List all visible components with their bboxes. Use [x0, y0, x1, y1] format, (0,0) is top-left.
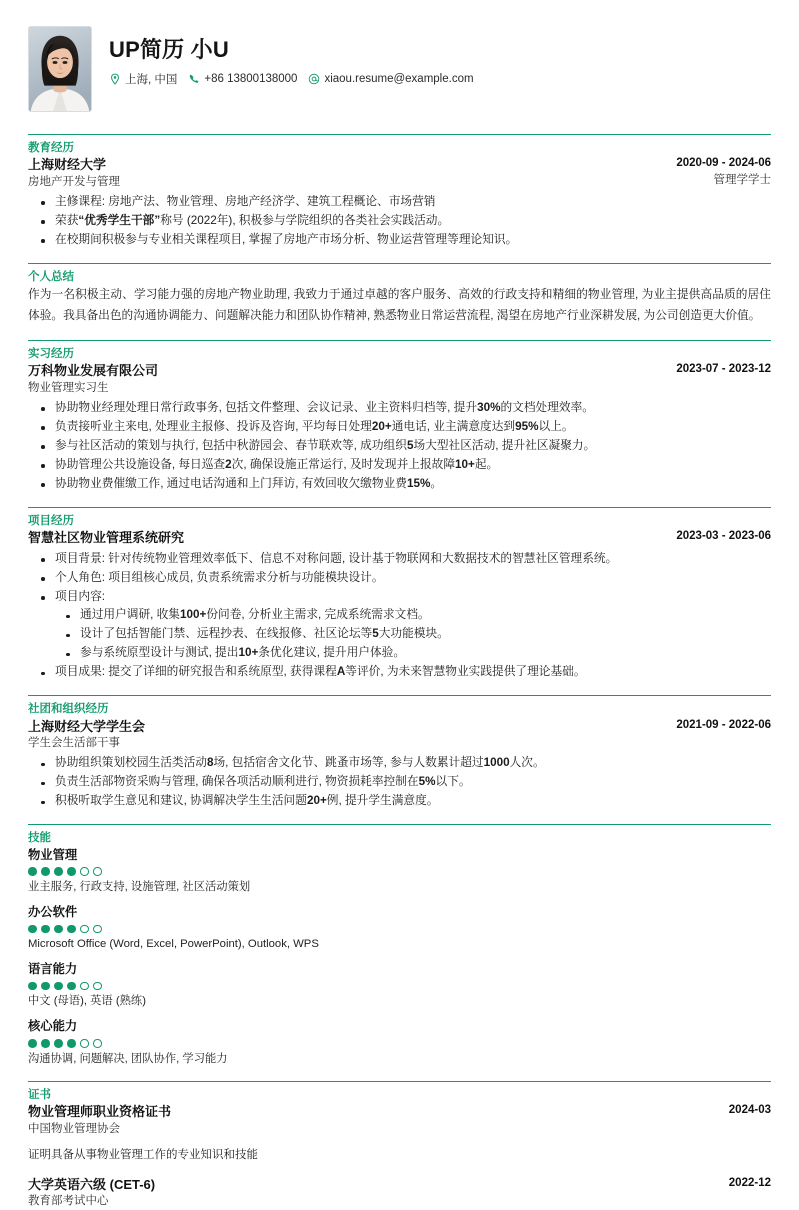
skill-dot-empty — [80, 867, 89, 876]
bullet-segment: 协助组织策划校园生活类活动 — [55, 756, 207, 770]
profile-photo — [28, 26, 92, 112]
contact-phone-text: +86 13800138000 — [204, 73, 298, 86]
bullet-item — [28, 193, 771, 212]
project-bullets — [28, 550, 771, 683]
education-degree: 管理学学士 — [713, 173, 771, 186]
skill-description: 中文 (母语), 英语 (熟练) — [28, 995, 146, 1008]
skill-dot-empty — [93, 1039, 102, 1048]
bullet-segment: 荣获 — [55, 213, 79, 227]
skill-dot-empty — [93, 867, 102, 876]
project-date: 2023-03 - 2023-06 — [676, 530, 771, 543]
bullet-highlight: 15% — [406, 476, 431, 490]
bullet-text — [55, 401, 594, 414]
bullet-item — [28, 399, 771, 418]
club-entry — [28, 718, 771, 812]
bullet-text: 项目内容: — [55, 589, 105, 603]
page-title: UP简历 小U — [109, 37, 229, 62]
bullet-item — [28, 663, 771, 682]
bullet-highlight: 5 — [406, 438, 414, 452]
certificate-name: 物业管理师职业资格证书 — [28, 1103, 172, 1119]
bullet-text — [80, 646, 405, 659]
section-title-summary: 个人总结 — [28, 270, 74, 283]
club-role: 学生会生活部干事 — [28, 737, 120, 750]
skill-dot-empty — [80, 982, 89, 991]
skill-item — [28, 847, 771, 896]
contact-location-text: 上海, 中国 — [125, 74, 178, 87]
bullet-segment: 以上。 — [538, 419, 574, 433]
bullet-segment: 场, 包括宿舍文化节、跳蚤市场等, 参与人数累计超过 — [213, 756, 484, 770]
skill-dot-filled — [28, 925, 37, 934]
section-education — [28, 134, 771, 250]
bullet-item — [28, 773, 771, 792]
bullet-segment: 设计了包括智能门禁、远程抄表、在线报修、社区论坛等 — [80, 627, 373, 641]
bullet-segment: 负责接听业主来电, 处理业主报修、投诉及咨询, 平均每日处理 — [55, 419, 372, 433]
contact-email — [308, 73, 473, 85]
certificate-date: 2024-03 — [728, 1103, 771, 1116]
bullet-highlight: 10+ — [455, 457, 475, 471]
bullet-segment: 的文档处理效率。 — [500, 400, 594, 414]
skill-dot-filled — [54, 982, 63, 991]
bullet-highlight: 1000 — [483, 756, 510, 770]
bullet-text — [80, 608, 430, 621]
bullet-highlight: 10+ — [238, 646, 259, 660]
bullet-item — [28, 475, 771, 494]
bullet-segment: 大功能模块。 — [378, 627, 449, 641]
education-bullets — [28, 193, 771, 250]
bullet-text — [55, 458, 498, 471]
bullet-text: 项目背景: 针对传统物业管理效率低下、信息不对称问题, 设计基于物联网和大数据技术的智慧社区管理系统。 — [55, 551, 618, 565]
education-date: 2020-09 - 2024-06 — [676, 157, 771, 170]
bullet-highlight: 20+ — [371, 419, 392, 433]
bullet-segment: 通电话, 业主满意度达到 — [391, 419, 516, 433]
skill-dot-filled — [28, 982, 37, 991]
certificate-item — [28, 1103, 771, 1164]
sub-bullet-item — [55, 606, 771, 625]
certificates-list — [28, 1103, 771, 1210]
bullet-segment: 条优化建议, 提升用户体验。 — [258, 646, 406, 660]
bullet-text — [55, 665, 586, 678]
internship-bullets — [28, 399, 771, 494]
identity-block — [109, 26, 481, 87]
skill-dot-filled — [54, 1039, 63, 1048]
section-summary — [28, 263, 771, 327]
skill-dot-filled — [67, 982, 76, 991]
bullet-text — [55, 794, 438, 807]
bullet-item — [28, 754, 771, 773]
skill-name: 物业管理 — [28, 847, 78, 862]
bullet-segment: 等评价, 为未来智慧物业实践提供了理论基础。 — [345, 665, 586, 679]
bullet-item — [28, 569, 771, 588]
bullet-segment: 以下。 — [435, 775, 471, 789]
bullet-segment: 积极听取学生意见和建议, 协调解决学生生活问题 — [55, 794, 307, 808]
section-internship — [28, 340, 771, 494]
bullet-segment: 负责生活部物资采购与管理, 确保各项活动顺利进行, 物资损耗率控制在 — [55, 775, 419, 789]
bullet-highlight: 95% — [515, 419, 539, 433]
bullet-item — [28, 792, 771, 811]
bullet-text — [80, 627, 449, 640]
bullet-segment: 称号 (2022年), 积极参与学院组织的各类社会实践活动。 — [160, 213, 450, 227]
contact-email-text: xiaou.resume@example.com — [324, 73, 474, 86]
bullet-item — [28, 212, 771, 231]
bullet-segment: 参与系统原型设计与测试, 提出 — [80, 646, 239, 660]
contact-location — [109, 71, 177, 87]
bullet-item — [28, 418, 771, 437]
internship-entry — [28, 362, 771, 493]
bullet-text: 个人角色: 项目组核心成员, 负责系统需求分析与功能模块设计。 — [55, 570, 384, 584]
skill-dot-empty — [93, 925, 102, 934]
email-at-icon — [308, 73, 320, 85]
bullet-highlight: 100+ — [180, 608, 207, 622]
certificate-issuer: 中国物业管理协会 — [28, 1122, 120, 1135]
skill-dot-empty — [80, 925, 89, 934]
bullet-text — [55, 756, 545, 769]
skill-dot-empty — [93, 982, 102, 991]
section-certificates — [28, 1081, 771, 1210]
section-project — [28, 507, 771, 683]
skill-item — [28, 1018, 771, 1067]
bullet-text — [55, 439, 595, 452]
bullet-highlight: 5 — [372, 627, 379, 641]
education-entry — [28, 156, 771, 250]
bullet-item — [28, 550, 771, 569]
club-date: 2021-09 - 2022-06 — [676, 718, 771, 731]
skill-dot-filled — [28, 1039, 37, 1048]
club-bullets — [28, 754, 771, 811]
bullet-highlight: 2 — [225, 457, 232, 471]
internship-date: 2023-07 - 2023-12 — [676, 363, 771, 376]
skill-dot-filled — [67, 867, 76, 876]
sub-bullet-item — [55, 625, 771, 644]
bullet-segment: 起。 — [474, 457, 499, 471]
section-title-skills: 技能 — [28, 832, 51, 845]
bullet-item — [28, 588, 771, 664]
skill-level-dots — [28, 925, 771, 934]
club-org: 上海财经大学学生会 — [28, 718, 146, 734]
bullet-segment: 场大型社区活动, 提升社区凝聚力。 — [413, 438, 596, 452]
bullet-highlight: 20+ — [306, 794, 327, 808]
skill-description: 沟通协调, 问题解决, 团队协作, 学习能力 — [28, 1052, 228, 1065]
contact-list — [109, 71, 481, 87]
location-pin-icon — [109, 73, 121, 85]
skill-level-dots — [28, 867, 771, 876]
skill-level-dots — [28, 1039, 771, 1048]
bullet-item — [28, 437, 771, 456]
certificate-item — [28, 1176, 771, 1210]
skill-dot-filled — [54, 925, 63, 934]
education-school: 上海财经大学 — [28, 157, 107, 173]
bullet-segment: 协助管理公共设施设备, 每日巡查 — [55, 457, 226, 471]
skill-name: 语言能力 — [28, 962, 78, 977]
project-entry — [28, 529, 771, 682]
skill-level-dots — [28, 982, 771, 991]
bullet-highlight: 5% — [418, 775, 436, 789]
bullet-text: 在校期间积极参与专业相关课程项目, 掌握了房地产市场分析、物业运营管理等理论知识。 — [55, 232, 518, 246]
sub-bullet-list — [55, 606, 771, 663]
skill-dot-empty — [80, 1039, 89, 1048]
skill-dot-filled — [41, 867, 50, 876]
skill-name: 办公软件 — [28, 904, 78, 919]
bullet-segment: 。 — [430, 476, 443, 490]
phone-icon — [188, 73, 200, 85]
bullet-text — [55, 420, 574, 433]
skill-dot-filled — [54, 867, 63, 876]
skill-dot-filled — [67, 925, 76, 934]
section-title-project: 项目经历 — [28, 514, 74, 527]
resume-header — [28, 26, 771, 134]
certificate-issuer: 教育部考试中心 — [28, 1195, 109, 1208]
section-title-club: 社团和组织经历 — [28, 703, 109, 716]
internship-company: 万科物业发展有限公司 — [28, 363, 159, 379]
bullet-segment: 协助物业经理处理日常行政事务, 包括文件整理、会议记录、业主资料归档等, 提升 — [55, 400, 478, 414]
bullet-text — [55, 477, 442, 490]
skill-name: 核心能力 — [28, 1019, 78, 1034]
certificate-description: 证明具备从事物业管理工作的专业知识和技能 — [28, 1148, 258, 1161]
skill-item — [28, 961, 771, 1010]
contact-phone — [188, 73, 297, 85]
skill-description: 业主服务, 行政支持, 设施管理, 社区活动策划 — [28, 880, 251, 893]
skill-dot-filled — [28, 867, 37, 876]
skill-dot-filled — [41, 982, 50, 991]
internship-role: 物业管理实习生 — [28, 381, 109, 394]
section-title-internship: 实习经历 — [28, 347, 74, 360]
bullet-highlight: 30% — [477, 400, 501, 414]
bullet-highlight: 8 — [206, 756, 214, 770]
bullet-item — [28, 231, 771, 250]
bullet-segment: 份问卷, 分析业主需求, 完成系统需求文档。 — [206, 608, 430, 622]
bullet-segment: 参与社区活动的策划与执行, 包括中秋游园会、春节联欢等, 成功组织 — [55, 438, 407, 452]
certificate-date: 2022-12 — [728, 1176, 771, 1189]
skill-item — [28, 904, 771, 953]
skill-dot-filled — [67, 1039, 76, 1048]
section-title-certificates: 证书 — [28, 1088, 51, 1101]
bullet-segment: 例, 提升学生满意度。 — [326, 794, 439, 808]
bullet-segment: 项目成果: 提交了详细的研究报告和系统原型, 获得课程 — [55, 665, 337, 679]
bullet-segment: 协助物业费催缴工作, 通过电话沟通和上门拜访, 有效回收欠缴物业费 — [55, 476, 407, 490]
sub-bullet-item — [55, 644, 771, 663]
section-club — [28, 695, 771, 811]
education-major: 房地产开发与管理 — [28, 175, 120, 188]
bullet-segment: 人次。 — [509, 756, 545, 770]
section-title-education: 教育经历 — [28, 142, 74, 154]
skills-list — [28, 847, 771, 1068]
section-skills — [28, 824, 771, 1067]
bullet-highlight: A — [336, 665, 346, 679]
bullet-text: 主修课程: 房地产法、物业管理、房地产经济学、建筑工程概论、市场营销 — [55, 195, 436, 209]
bullet-highlight: “优秀学生干部” — [78, 213, 161, 227]
skill-description: Microsoft Office (Word, Excel, PowerPoint), Outlook, WPS — [28, 938, 319, 951]
bullet-text — [55, 775, 471, 788]
bullet-segment: 次, 确保设施正常运行, 及时发现并上报故障 — [231, 457, 456, 471]
certificate-name: 大学英语六级 (CET-6) — [28, 1176, 156, 1192]
bullet-segment: 通过用户调研, 收集 — [80, 608, 180, 622]
project-name: 智慧社区物业管理系统研究 — [28, 530, 185, 546]
bullet-text — [55, 214, 449, 227]
summary-text: 作为一名积极主动、学习能力强的房地产物业助理, 我致力于通过卓越的客户服务、高效的行政支持和精细的物业管理, 为业主提供高品质的居住体验。我具备出色的沟通协调能力、问题解决能力和团队协作精神, 熟悉物业日常运营流程, 渴望在房地产行业深耕发展, 为公司创造更大价值。 — [28, 288, 771, 323]
skill-dot-filled — [41, 925, 50, 934]
bullet-item — [28, 456, 771, 475]
skill-dot-filled — [41, 1039, 50, 1048]
